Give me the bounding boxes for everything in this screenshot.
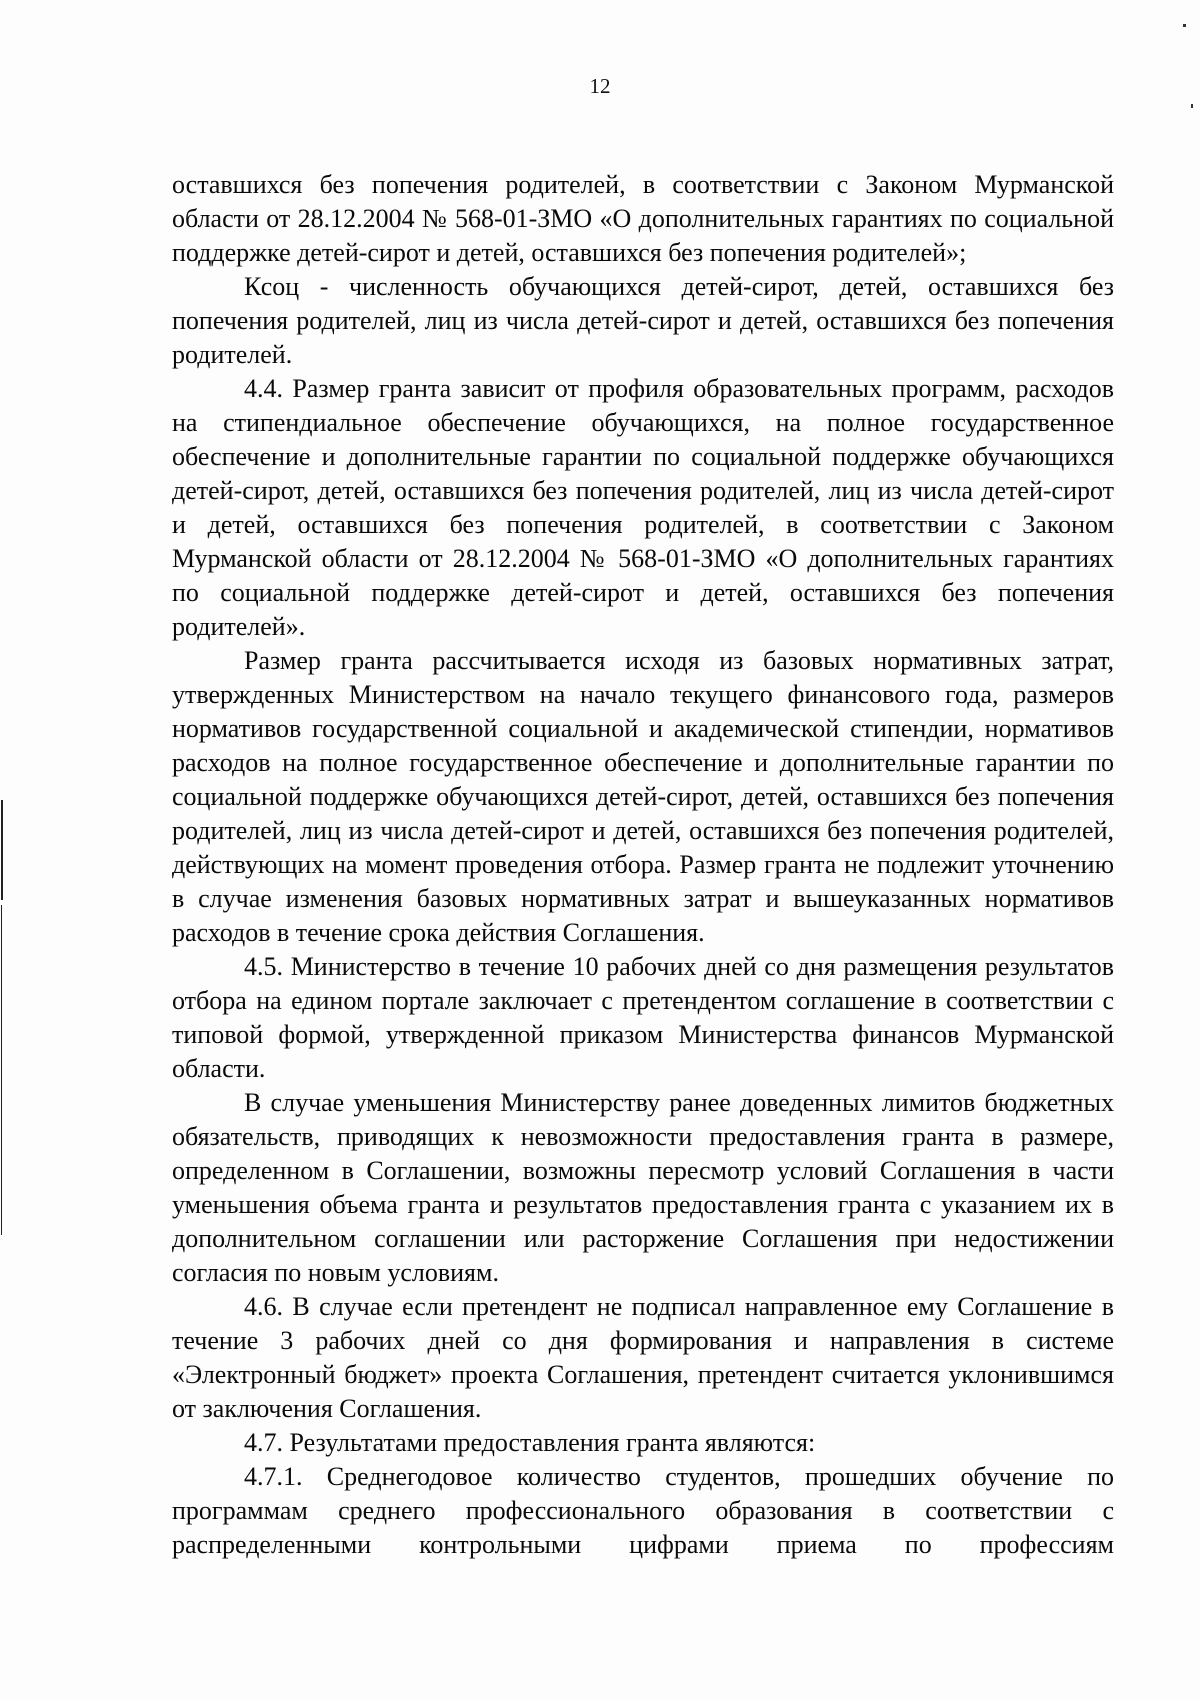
scan-speck: [1191, 104, 1193, 108]
paragraph-ksots-definition: Ксоц - численность обучающихся детей-сирот, детей, оставшихся без попечения родителей, лиц из числа детей-сирот и детей, оставшихся без попечения родителей.: [172, 272, 1114, 369]
page-number: 12: [589, 74, 611, 98]
paragraph-4-7: 4.7. Результатами предоставления гранта являются:: [244, 1428, 816, 1457]
scan-speck: [1183, 24, 1186, 27]
paragraph-continuation: оставшихся без попечения родителей, в соответствии с Законом Мурманской области от 28.12.2004 № 568-01-ЗМО «О дополнительных гарантиях по социальной поддержке детей-сирот и детей, оставшихся без попечения родителей»;: [172, 170, 1114, 267]
paragraph-grant-calculation: Размер гранта рассчитывается исходя из базовых нормативных затрат, утвержденных Министерством на начало текущего финансового года, размеров нормативов государственной социальной и академической стипендии, нормативов расходов на полное государственное обеспечение и дополнительные гарантии по социальной поддержке обучающихся детей-сирот, детей, оставшихся без попечения родителей, лиц из числа детей-сирот и детей, оставшихся без попечения родителей, действующих на момент проведения отбора. Размер гранта не подлежит уточнению в случае изменения базовых нормативных затрат и вышеуказанных нормативов расходов в течение срока действия Соглашения.: [172, 646, 1114, 947]
document-body: [172, 168, 1114, 1562]
paragraph-4-6: 4.6. В случае если претендент не подписал направленное ему Соглашение в течение 3 рабочих дней со дня формирования и направления в системе «Электронный бюджет» проекта Соглашения, претендент считается уклонившимся от заключения Соглашения.: [172, 1292, 1114, 1423]
scan-edge-mark: [1, 905, 2, 1235]
paragraph-4-7-1: 4.7.1. Среднегодовое количество студентов, прошедших обучение по программам среднего профессионального образования в соответствии с распределенными контрольными цифрами приема по профессиям: [172, 1462, 1114, 1559]
scan-edge-mark: [1, 800, 3, 900]
paragraph-4-5: 4.5. Министерство в течение 10 рабочих дней со дня размещения результатов отбора на едином портале заключает с претендентом соглашение в соответствии с типовой формой, утвержденной приказом Министерства финансов Мурманской области.: [172, 952, 1114, 1083]
paragraph-4-4: 4.4. Размер гранта зависит от профиля образовательных программ, расходов на стипендиальное обеспечение обучающихся, на полное государственное обеспечение и дополнительные гарантии по социальной поддержке обучающихся детей-сирот, детей, оставшихся без попечения родителей, лиц из числа детей-сирот и детей, оставшихся без попечения родителей, в соответствии с Законом Мурманской области от 28.12.2004 № 568-01-ЗМО «О дополнительных гарантиях по социальной поддержке детей-сирот и детей, оставшихся без попечения родителей».: [172, 374, 1114, 641]
paragraph-limits-reduction: В случае уменьшения Министерству ранее доведенных лимитов бюджетных обязательств, приводящих к невозможности предоставления гранта в размере, определенном в Соглашении, возможны пересмотр условий Соглашения в части уменьшения объема гранта и результатов предоставления гранта с указанием их в дополнительном соглашении или расторжение Соглашения при недостижении согласия по новым условиям.: [172, 1088, 1114, 1287]
